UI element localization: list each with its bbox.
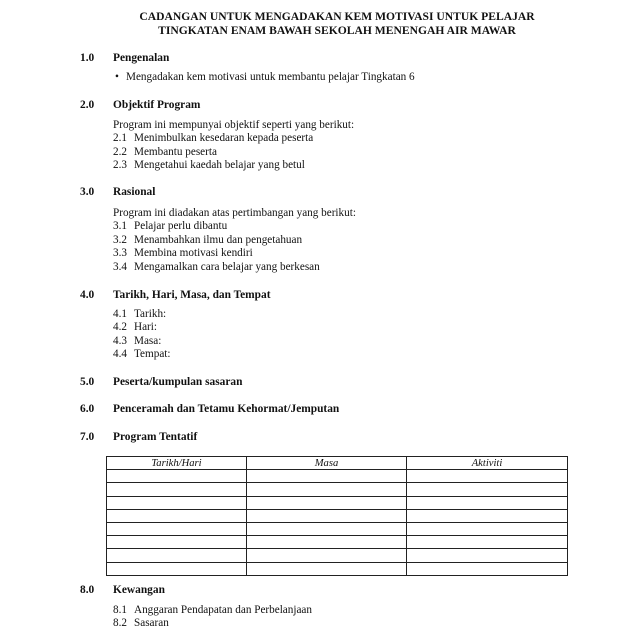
table-row	[107, 536, 568, 549]
table-row	[107, 509, 568, 522]
section-2-intro: Program ini mempunyai objektif seperti yang berikut:	[113, 119, 355, 131]
section-6-title: Penceramah dan Tetamu Kehormat/Jemputan	[113, 403, 340, 415]
list-item: 8.2 Sasaran	[113, 617, 169, 630]
table-cell	[107, 536, 247, 549]
table-row	[107, 549, 568, 562]
table-cell	[247, 562, 407, 575]
table-cell	[247, 522, 407, 535]
section-2-title: Objektif Program	[113, 99, 201, 111]
table-row	[107, 496, 568, 509]
table-cell	[407, 536, 568, 549]
section-4-body	[113, 308, 171, 362]
table-cell	[107, 522, 247, 535]
table-cell	[247, 509, 407, 522]
column-header-masa: Masa	[247, 457, 407, 470]
list-item: 4.4 Tempat:	[113, 348, 171, 361]
bullet-icon: •	[115, 71, 119, 83]
table-cell	[247, 536, 407, 549]
section-3-intro: Program ini diadakan atas pertimbangan yang berikut:	[113, 207, 356, 219]
table-cell	[407, 496, 568, 509]
section-7-title: Program Tentatif	[113, 431, 198, 443]
table-cell	[247, 483, 407, 496]
section-5-number: 5.0	[80, 376, 95, 388]
table-cell	[407, 509, 568, 522]
section-7-number: 7.0	[80, 431, 95, 443]
section-8-title: Kewangan	[113, 584, 165, 596]
table-cell	[107, 549, 247, 562]
table-cell	[407, 562, 568, 575]
table-row	[107, 470, 568, 483]
title-line-2: TINGKATAN ENAM BAWAH SEKOLAH MENENGAH AIR MAWAR	[158, 24, 516, 37]
table-row	[107, 562, 568, 575]
column-header-tarikh-hari: Tarikh/Hari	[107, 457, 247, 470]
table-cell	[407, 483, 568, 496]
table-cell	[247, 470, 407, 483]
section-1-bullet-text: Mengadakan kem motivasi untuk membantu pelajar Tingkatan 6	[126, 71, 415, 83]
list-item: 4.1 Tarikh:	[113, 308, 167, 320]
list-item: 2.3 Mengetahui kaedah belajar yang betul	[113, 159, 305, 172]
section-2-number: 2.0	[80, 99, 95, 111]
tentative-program-table	[106, 456, 568, 576]
section-4-number: 4.0	[80, 289, 95, 301]
list-item: 4.3 Masa:	[113, 334, 162, 347]
table-cell	[107, 509, 247, 522]
table-cell	[107, 496, 247, 509]
section-1-number: 1.0	[80, 52, 95, 64]
column-header-aktiviti: Aktiviti	[407, 457, 568, 470]
table-cell	[247, 549, 407, 562]
table-cell	[107, 483, 247, 496]
list-item: 2.1 Menimbulkan kesedaran kepada peserta	[113, 132, 314, 145]
section-4-title: Tarikh, Hari, Masa, dan Tempat	[113, 289, 271, 301]
table-row	[107, 522, 568, 535]
section-3-body	[113, 207, 356, 274]
list-item: 3.2 Menambahkan ilmu dan pengetahuan	[113, 233, 303, 246]
list-item: 2.2 Membantu peserta	[113, 145, 217, 158]
document-title	[0, 10, 638, 38]
section-3-number: 3.0	[80, 186, 95, 198]
list-item: 8.1 Anggaran Pendapatan dan Perbelanjaan	[113, 604, 312, 616]
table-cell	[407, 522, 568, 535]
section-8-number: 8.0	[80, 584, 95, 596]
section-3-title: Rasional	[113, 186, 156, 198]
table-row	[107, 483, 568, 496]
table-cell	[247, 496, 407, 509]
table-cell	[407, 549, 568, 562]
list-item: 3.1 Pelajar perlu dibantu	[113, 220, 228, 233]
section-2-body	[113, 119, 354, 173]
section-5-title: Peserta/kumpulan sasaran	[113, 376, 243, 388]
table-cell	[407, 470, 568, 483]
list-item: 3.3 Membina motivasi kendiri	[113, 247, 253, 260]
table-header-row	[107, 457, 568, 470]
table-cell	[107, 470, 247, 483]
section-8-body	[113, 604, 312, 631]
list-item: 4.2 Hari:	[113, 321, 157, 334]
title-line-1: CADANGAN UNTUK MENGADAKAN KEM MOTIVASI UNTUK PELAJAR	[139, 10, 535, 23]
list-item: 3.4 Mengamalkan cara belajar yang berkesan	[113, 260, 320, 273]
section-1-title: Pengenalan	[113, 52, 170, 64]
table-cell	[107, 562, 247, 575]
section-6-number: 6.0	[80, 403, 95, 415]
